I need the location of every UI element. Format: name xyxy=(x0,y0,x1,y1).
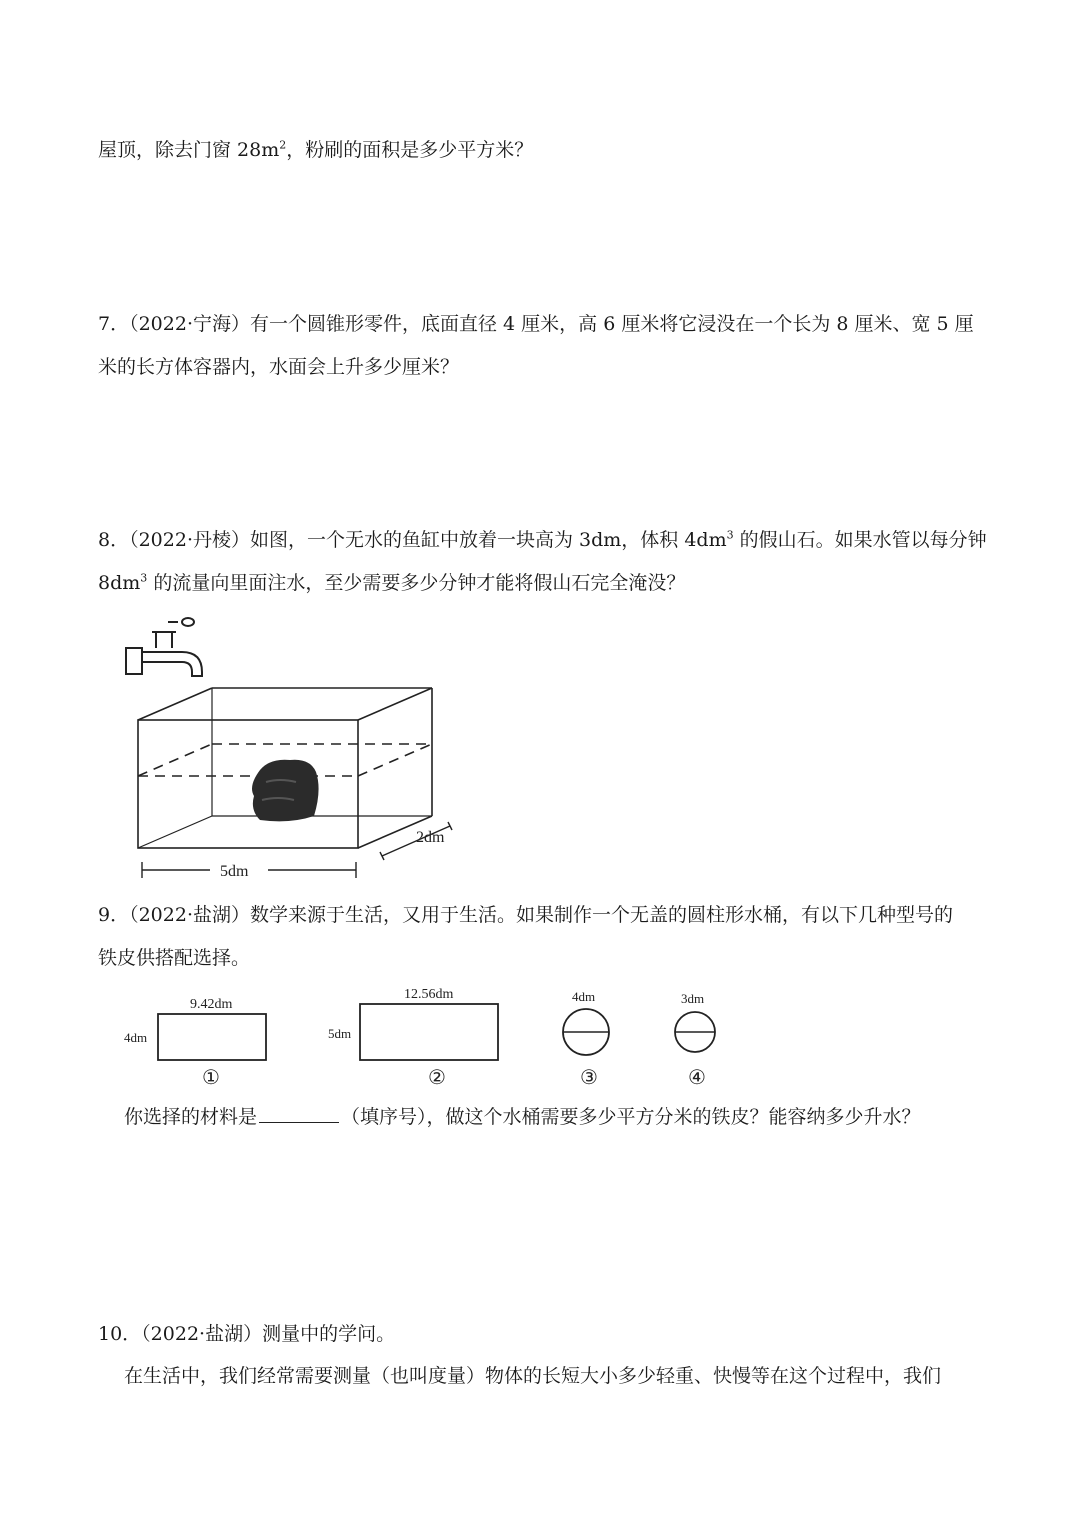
q8-superscript: 3 xyxy=(726,528,734,542)
material-2-side-label: 5dm xyxy=(328,1026,352,1041)
q8-text: 8．（2022·丹棱）如图，一个无水的鱼缸中放着一块高为 3dm，体积 4dm xyxy=(98,529,727,551)
material-2-top-label: 12.56dm xyxy=(404,987,454,1002)
material-3-top-label: 4dm xyxy=(572,989,596,1004)
material-4-id: ④ xyxy=(688,1067,706,1089)
q8-superscript-2: 3 xyxy=(140,571,148,585)
q7-line-1: 7．（2022·宁海）有一个圆锥形零件，底面直径 4 厘米，高 6 厘米将它浸没在一个长为 8 厘米、宽 5 厘 xyxy=(98,313,974,335)
q7-line-2: 米的长方体容器内，水面会上升多少厘米？ xyxy=(98,356,460,378)
length-dimension xyxy=(142,862,356,878)
q6-superscript: 2 xyxy=(279,138,287,152)
q8-line-1 xyxy=(98,526,987,554)
material-1-side-label: 4dm xyxy=(124,1030,148,1045)
material-3-id: ③ xyxy=(580,1067,598,1089)
rockery-stone xyxy=(252,760,319,822)
q6-tail-line xyxy=(98,136,533,164)
material-2-id: ② xyxy=(428,1067,446,1089)
q8-line-2 xyxy=(98,569,685,597)
q6-text: 屋顶，除去门窗 28m xyxy=(98,139,280,161)
q9-line-2: 铁皮供搭配选择。 xyxy=(98,947,251,969)
material-2-rect xyxy=(360,1004,498,1060)
material-4-top-label: 3dm xyxy=(681,991,705,1006)
q6-text-end: ，粉刷的面积是多少平方米？ xyxy=(286,139,534,161)
q8-flow-rate: 8dm xyxy=(98,572,141,594)
q9-answer-line xyxy=(124,1103,921,1131)
q9-line-1: 9．（2022·盐湖）数学来源于生活，又用于生活。如果制作一个无盖的圆柱形水桶，有以下几种型号的 xyxy=(98,904,953,926)
width-label: 2dm xyxy=(416,829,445,846)
material-1-id: ① xyxy=(202,1067,220,1089)
material-1-top-label: 9.42dm xyxy=(190,997,233,1012)
q8-text-end: 的假山石。如果水管以每分钟 xyxy=(733,529,987,551)
materials-figure xyxy=(110,984,750,1094)
q9-answer-question: （填序号），做这个水桶需要多少平方分米的铁皮？能容纳多少升水？ xyxy=(341,1106,921,1128)
q8-text-end-2: 的流量向里面注水，至少需要多少分钟才能将假山石完全淹没？ xyxy=(147,572,686,594)
q9-answer-prompt: 你选择的材料是 xyxy=(124,1106,258,1128)
q9-answer-blank[interactable] xyxy=(259,1104,339,1123)
faucet-icon xyxy=(126,618,202,676)
material-1-rect xyxy=(158,1014,266,1060)
length-label: 5dm xyxy=(220,863,249,880)
q10-line-1: 10．（2022·盐湖）测量中的学问。 xyxy=(98,1323,396,1345)
fish-tank-figure xyxy=(120,610,480,885)
q10-line-2: 在生活中，我们经常需要测量（也叫度量）物体的长短大小多少轻重、快慢等在这个过程中，我们 xyxy=(124,1365,942,1387)
